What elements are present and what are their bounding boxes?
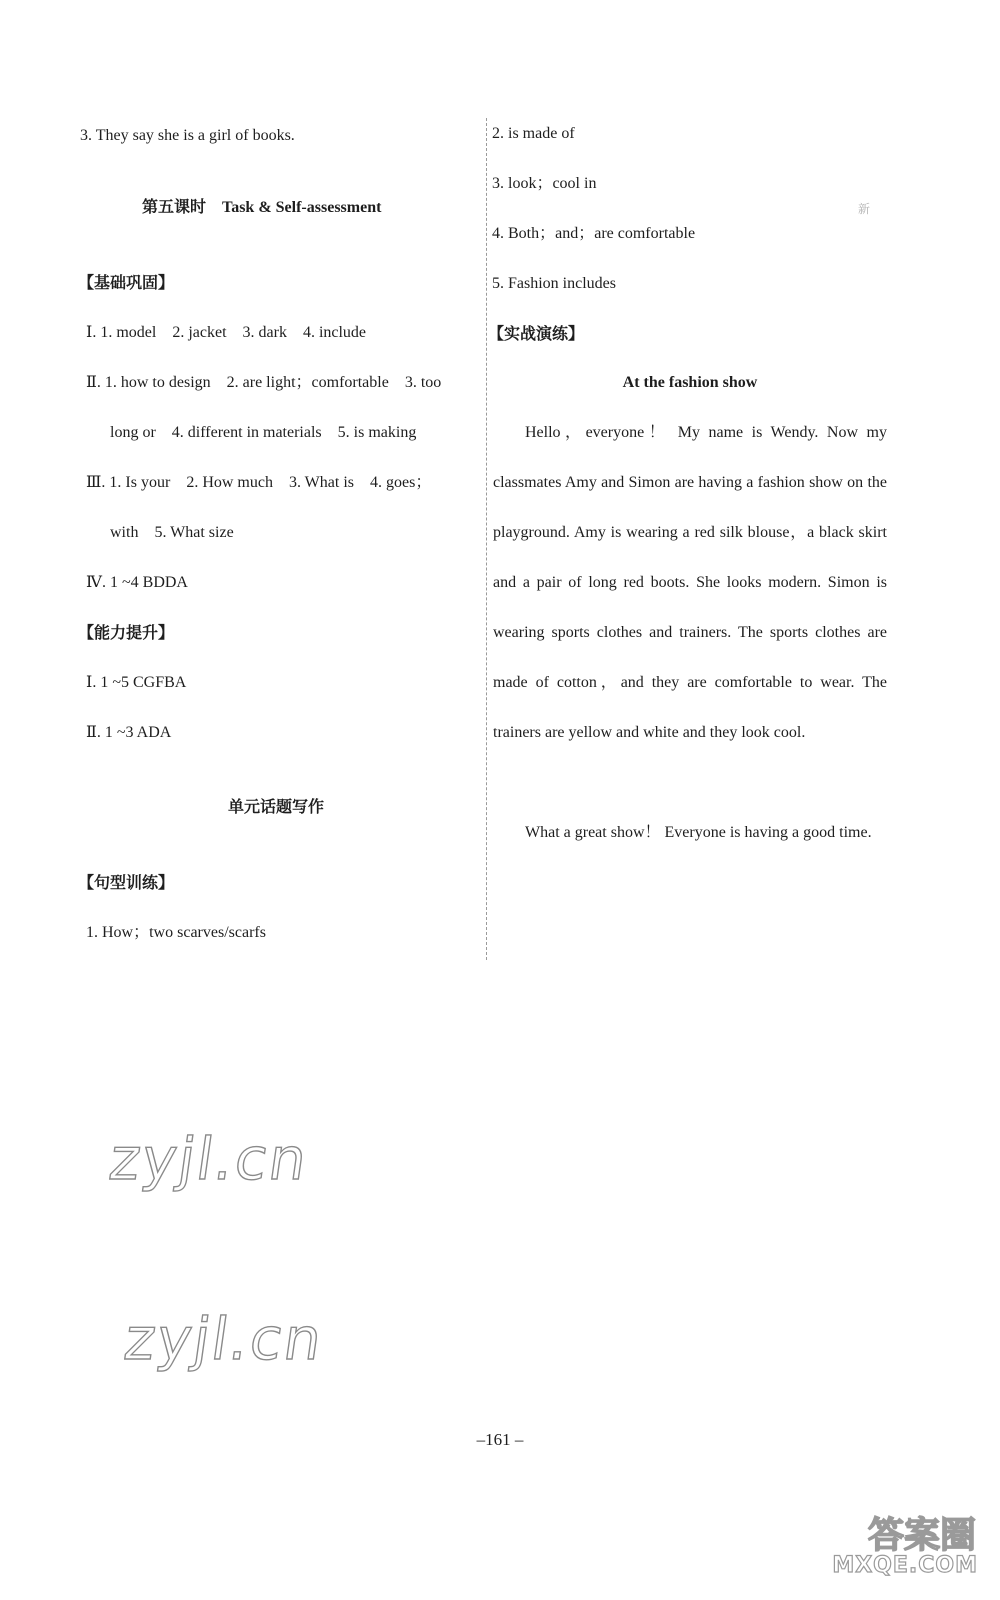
basic-answer-2a: Ⅱ. 1. how to design 2. are light；comfortable 3. too [86, 374, 442, 391]
column-divider [486, 118, 487, 960]
right-answer-4: 4. Both；and；are comfortable [492, 225, 696, 242]
pattern-section-heading: 【句型训练】 [78, 873, 175, 892]
scan-speck: 新 [858, 202, 871, 216]
right-answer-2: 2. is made of [492, 125, 575, 142]
basic-section-heading: 【基础巩固】 [78, 273, 175, 292]
page-number: –161 – [476, 1430, 524, 1449]
watermark-upper: zyjl.cn [105, 1125, 313, 1193]
site-stamp-logo [806, 1507, 986, 1582]
lesson-title: 第五课时 Task & Self-assessment [142, 199, 382, 216]
practice-section-heading: 【实战演练】 [488, 324, 585, 343]
basic-answer-2b: long or 4. different in materials 5. is making [110, 424, 417, 441]
essay-title: At the fashion show [622, 374, 758, 391]
right-answer-3: 3. look；cool in [492, 175, 597, 192]
stamp-url: MXQE.COM [832, 1553, 978, 1578]
left-line-3: 3. They say she is a girl of books. [80, 127, 295, 144]
watermark-lower: zyjl.cn [120, 1305, 328, 1373]
essay-paragraph-2: What a great show！ Everyone is having a good time. [525, 824, 872, 841]
ability-answer-2: Ⅱ. 1 ~3 ADA [86, 724, 172, 741]
stamp-title: 答案圈 [867, 1515, 976, 1556]
basic-answer-3b: with 5. What size [110, 524, 234, 541]
unit-writing-title: 单元话题写作 [228, 797, 325, 816]
ability-answer-1: Ⅰ. 1 ~5 CGFBA [86, 674, 187, 691]
basic-answer-3a: Ⅲ. 1. Is your 2. How much 3. What is 4. goes； [86, 474, 432, 491]
right-answer-5: 5. Fashion includes [492, 275, 616, 292]
ability-section-heading: 【能力提升】 [78, 623, 175, 642]
pattern-answer-1: 1. How；two scarves/scarfs [86, 924, 266, 941]
essay-paragraph-1: Hello，everyone！ My name is Wendy. Now my classmates Amy and Simon are having a fashion show on the playground. Amy is wearing a red silk blouse，a black skirt and a pair of long red boots. She looks modern. Simon is wearing sports clothes and trainers. The sports clothes are made of cotton，and they are comfortable to wear. The trainers are yellow and white and they look cool. [493, 424, 887, 741]
basic-answer-4: Ⅳ. 1 ~4 BDDA [86, 574, 188, 591]
basic-answer-1: Ⅰ. 1. model 2. jacket 3. dark 4. include [86, 324, 367, 341]
